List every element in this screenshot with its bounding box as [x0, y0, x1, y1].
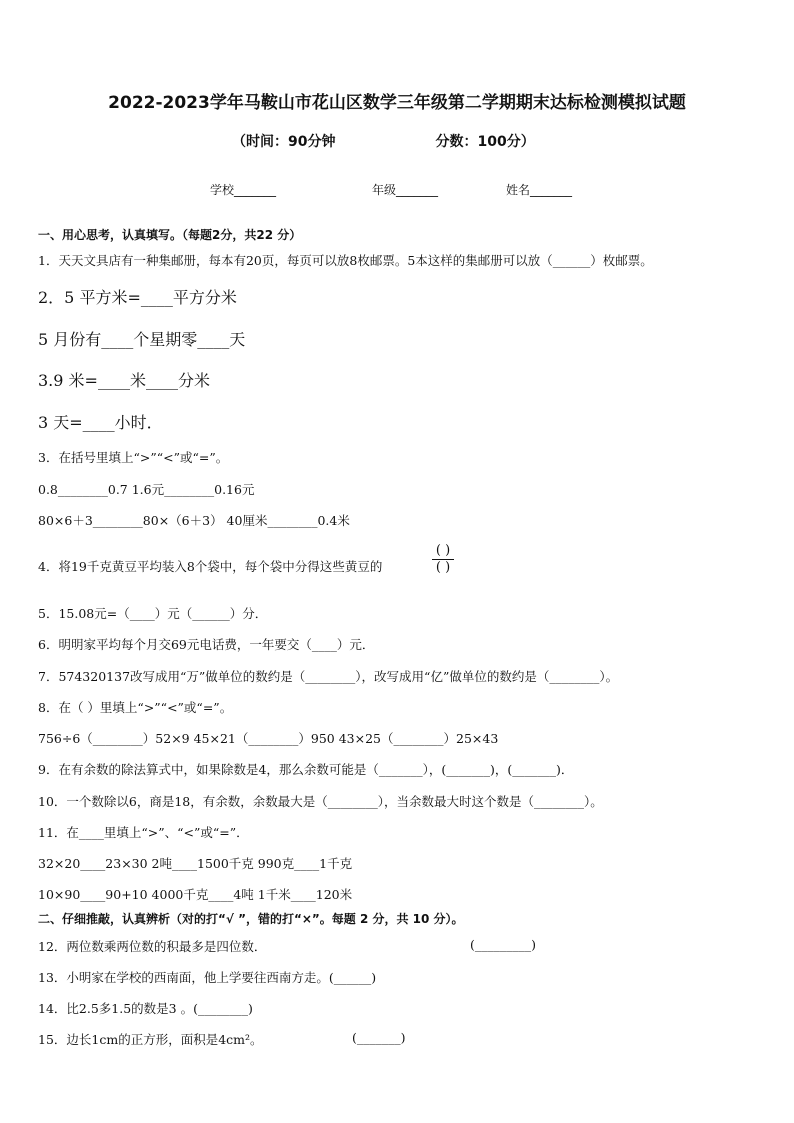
question-6: 6．明明家平均每个月交69元电话费，一年要交（____）元． — [38, 637, 375, 652]
section-1-heading: 一、用心思考，认真填写。（每题2分，共22 分） — [38, 228, 302, 242]
time-label: （时间：90分钟 — [232, 134, 336, 150]
fraction-blank[interactable] — [432, 543, 454, 576]
question-9: 9．在有余数的除法算式中，如果除数是4，那么余数可能是（_______），(_______)，(_______)． — [38, 762, 574, 777]
question-2-length: 3.9 米=____米____分米 — [38, 371, 210, 390]
question-15: 15．边长1cm的正方形，面积是4cm²。 — [38, 1032, 263, 1047]
answer-12-blank[interactable]: (_________) — [470, 937, 537, 952]
question-14: 14．比2.5多1.5的数是3 。(________) — [38, 1001, 253, 1016]
question-7: 7．574320137改写成用“万”做单位的数约是（________），改写成用“亿”做单位的数约是（________）。 — [38, 669, 619, 684]
question-12: 12．两位数乘两位数的积最多是四位数． — [38, 939, 267, 954]
score-label: 分数：100分） — [435, 134, 535, 150]
question-8: 8．在（ ）里填上“>”“<”或“=”。 — [38, 700, 233, 715]
question-3: 3．在括号里填上“>”“<”或“=”。 — [38, 450, 229, 465]
question-3-row-1: 0.8________0.7 1.6元________0.16元 — [38, 482, 255, 497]
question-8-row: 756÷6（________）52×9 45×21（________）950 43×25（________）25×43 — [38, 731, 499, 746]
exam-meta — [232, 131, 535, 151]
answer-15-blank[interactable]: (_______) — [352, 1030, 406, 1045]
name-field[interactable]: 姓名_______ — [506, 183, 573, 197]
page-title: 2022-2023学年马鞍山市花山区数学三年级第二学期期末达标检测模拟试题 — [108, 93, 686, 113]
question-11-row-1: 32×20____23×30 2吨____1500千克 990克____1千克 — [38, 856, 353, 871]
section-2-heading: 二、仔细推敲，认真辨析（对的打“√ ”，错的打“×”。每题 2 分，共 10 分）。 — [38, 912, 464, 926]
grade-field[interactable]: 年级_______ — [372, 183, 439, 197]
question-5: 5．15.08元=（____）元（______）分． — [38, 606, 268, 621]
question-10: 10．一个数除以6，商是18，有余数，余数最大是（________），当余数最大时这个数是（________）。 — [38, 794, 603, 809]
question-2-area: 2．5 平方米=____平方分米 — [38, 288, 237, 307]
question-2-time: 3 天=____小时． — [38, 413, 163, 432]
question-2-month: 5 月份有____个星期零____天 — [38, 330, 246, 349]
school-field[interactable]: 学校_______ — [210, 183, 277, 197]
question-13: 13．小明家在学校的西南面，他上学要往西南方走。(______) — [38, 970, 377, 985]
question-11: 11．在____里填上“>”、“<”或“=”． — [38, 825, 249, 840]
fraction-numerator: ( ) — [432, 543, 454, 560]
question-4: 4．将19千克黄豆平均装入8个袋中，每个袋中分得这些黄豆的 — [38, 559, 383, 574]
question-1: 1．天天文具店有一种集邮册，每本有20页，每页可以放8枚邮票。5本这样的集邮册可以放（______）枚邮票。 — [38, 253, 653, 268]
question-3-row-2: 80×6＋3________80×（6＋3） 40厘米________0.4米 — [38, 513, 350, 528]
fraction-denominator: ( ) — [435, 560, 451, 575]
question-11-row-2: 10×90____90+10 4000千克____4吨 1千米____120米 — [38, 887, 353, 902]
